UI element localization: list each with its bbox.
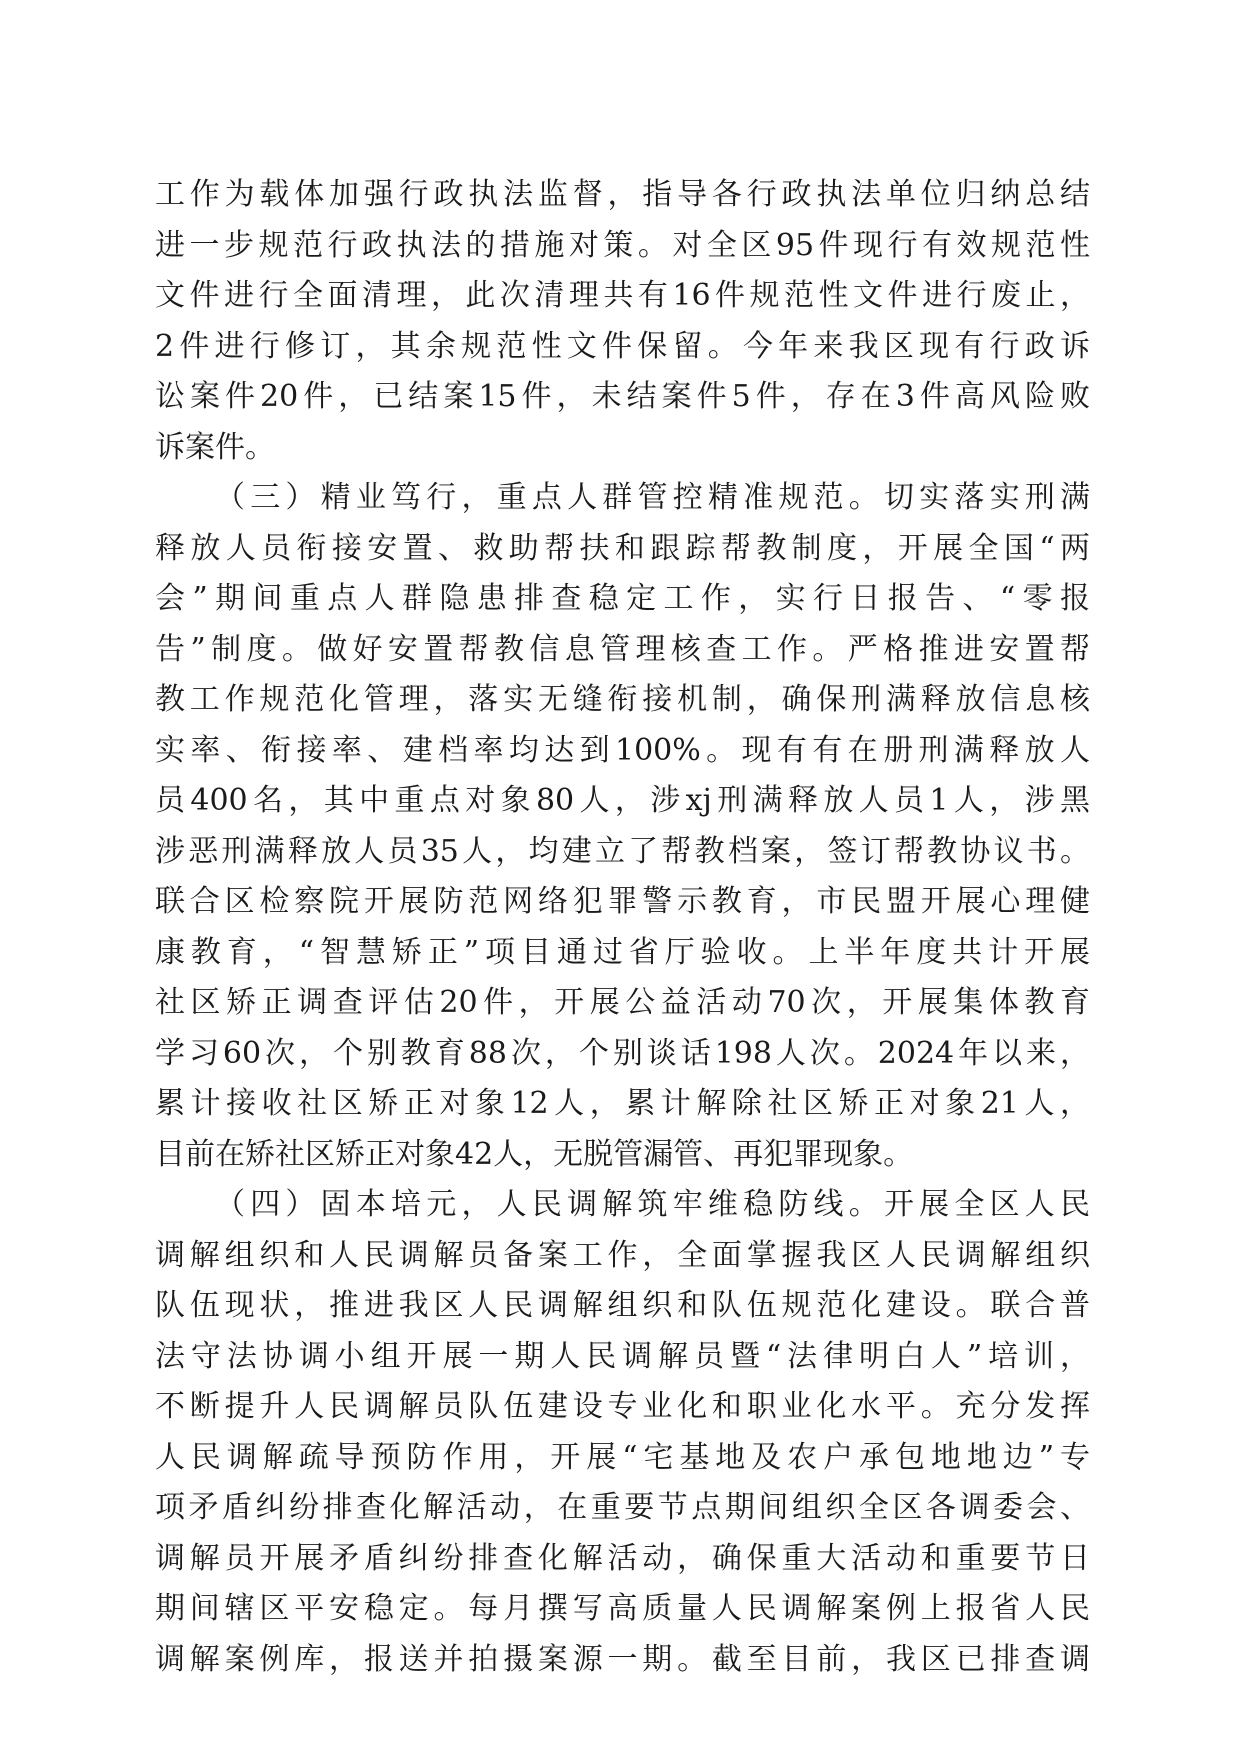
text-line: 告”制度。做好安置帮教信息管理核查工作。严格推进安置帮 (155, 631, 1090, 667)
text-line: 调解员开展矛盾纠纷排查化解活动，确保重大活动和重要节日 (155, 1540, 1090, 1576)
text-line: 联合区检察院开展防范网络犯罪警示教育，市民盟开展心理健 (155, 884, 1090, 919)
text-line: 2件进行修订，其余规范性文件保留。今年来我区现有行政诉 (155, 328, 1090, 364)
text-line: 讼案件20件，已结案15件，未结案件5件，存在3件高风险败 (155, 379, 1090, 414)
text-line: 工作为载体加强行政执法监督，指导各行政执法单位归纳总结 (155, 177, 1090, 212)
text-line: 会”期间重点人群隐患排查稳定工作，实行日报告、“零报 (155, 581, 1090, 616)
text-line: 员400名，其中重点对象80人，涉xj刑满释放人员1人，涉黑 (155, 783, 1090, 818)
text-line: 教工作规范化管理，落实无缝衔接机制，确保刑满释放信息核 (155, 682, 1090, 717)
text-line: 调解组织和人民调解员备案工作，全面掌握我区人民调解组织 (155, 1237, 1090, 1273)
text-line: 累计接收社区矫正对象12人，累计解除社区矫正对象21人， (155, 1086, 1090, 1121)
text-line: 人民调解疏导预防作用，开展“宅基地及农户承包地地边”专 (155, 1439, 1090, 1475)
text-line: 诉案件。 (155, 429, 275, 465)
section-heading-line: （三）精业笃行，重点人群管控精准规范。切实落实刑满 (215, 480, 1090, 515)
text-line: 调解案例库，报送并拍摄案源一期。截至目前，我区已排查调 (155, 1641, 1090, 1677)
text-line: 不断提升人民调解员队伍建设专业化和职业化水平。充分发挥 (155, 1389, 1090, 1424)
text-line: 目前在矫社区矫正对象42人，无脱管漏管、再犯罪现象。 (155, 1136, 914, 1172)
text-line: 文件进行全面清理，此次清理共有16件规范性文件进行废止， (155, 278, 1090, 313)
text-line: 项矛盾纠纷排查化解活动，在重要节点期间组织全区各调委会、 (155, 1490, 1090, 1525)
section-heading-line: （四）固本培元，人民调解筑牢维稳防线。开展全区人民 (215, 1187, 1090, 1222)
text-line: 实率、衔接率、建档率均达到100%。现有有在册刑满释放人 (155, 732, 1090, 768)
text-line: 法守法协调小组开展一期人民调解员暨“法律明白人”培训， (155, 1338, 1090, 1374)
text-line: 学习60次，个别教育88次，个别谈话198人次。2024年以来， (155, 1035, 1090, 1071)
text-line: 队伍现状，推进我区人民调解组织和队伍规范化建设。联合普 (155, 1288, 1090, 1323)
text-line: 期间辖区平安稳定。每月撰写高质量人民调解案例上报省人民 (155, 1591, 1090, 1626)
text-line: 涉恶刑满释放人员35人，均建立了帮教档案，签订帮教协议书。 (155, 833, 1090, 869)
text-line: 社区矫正调查评估20件，开展公益活动70次，开展集体教育 (155, 985, 1090, 1020)
text-line: 进一步规范行政执法的措施对策。对全区95件现行有效规范性 (155, 227, 1090, 263)
body-text (155, 170, 1090, 1685)
text-line: 释放人员衔接安置、救助帮扶和跟踪帮教制度，开展全国“两 (155, 530, 1090, 566)
text-line: 康教育，“智慧矫正”项目通过省厅验收。上半年度共计开展 (155, 934, 1090, 970)
